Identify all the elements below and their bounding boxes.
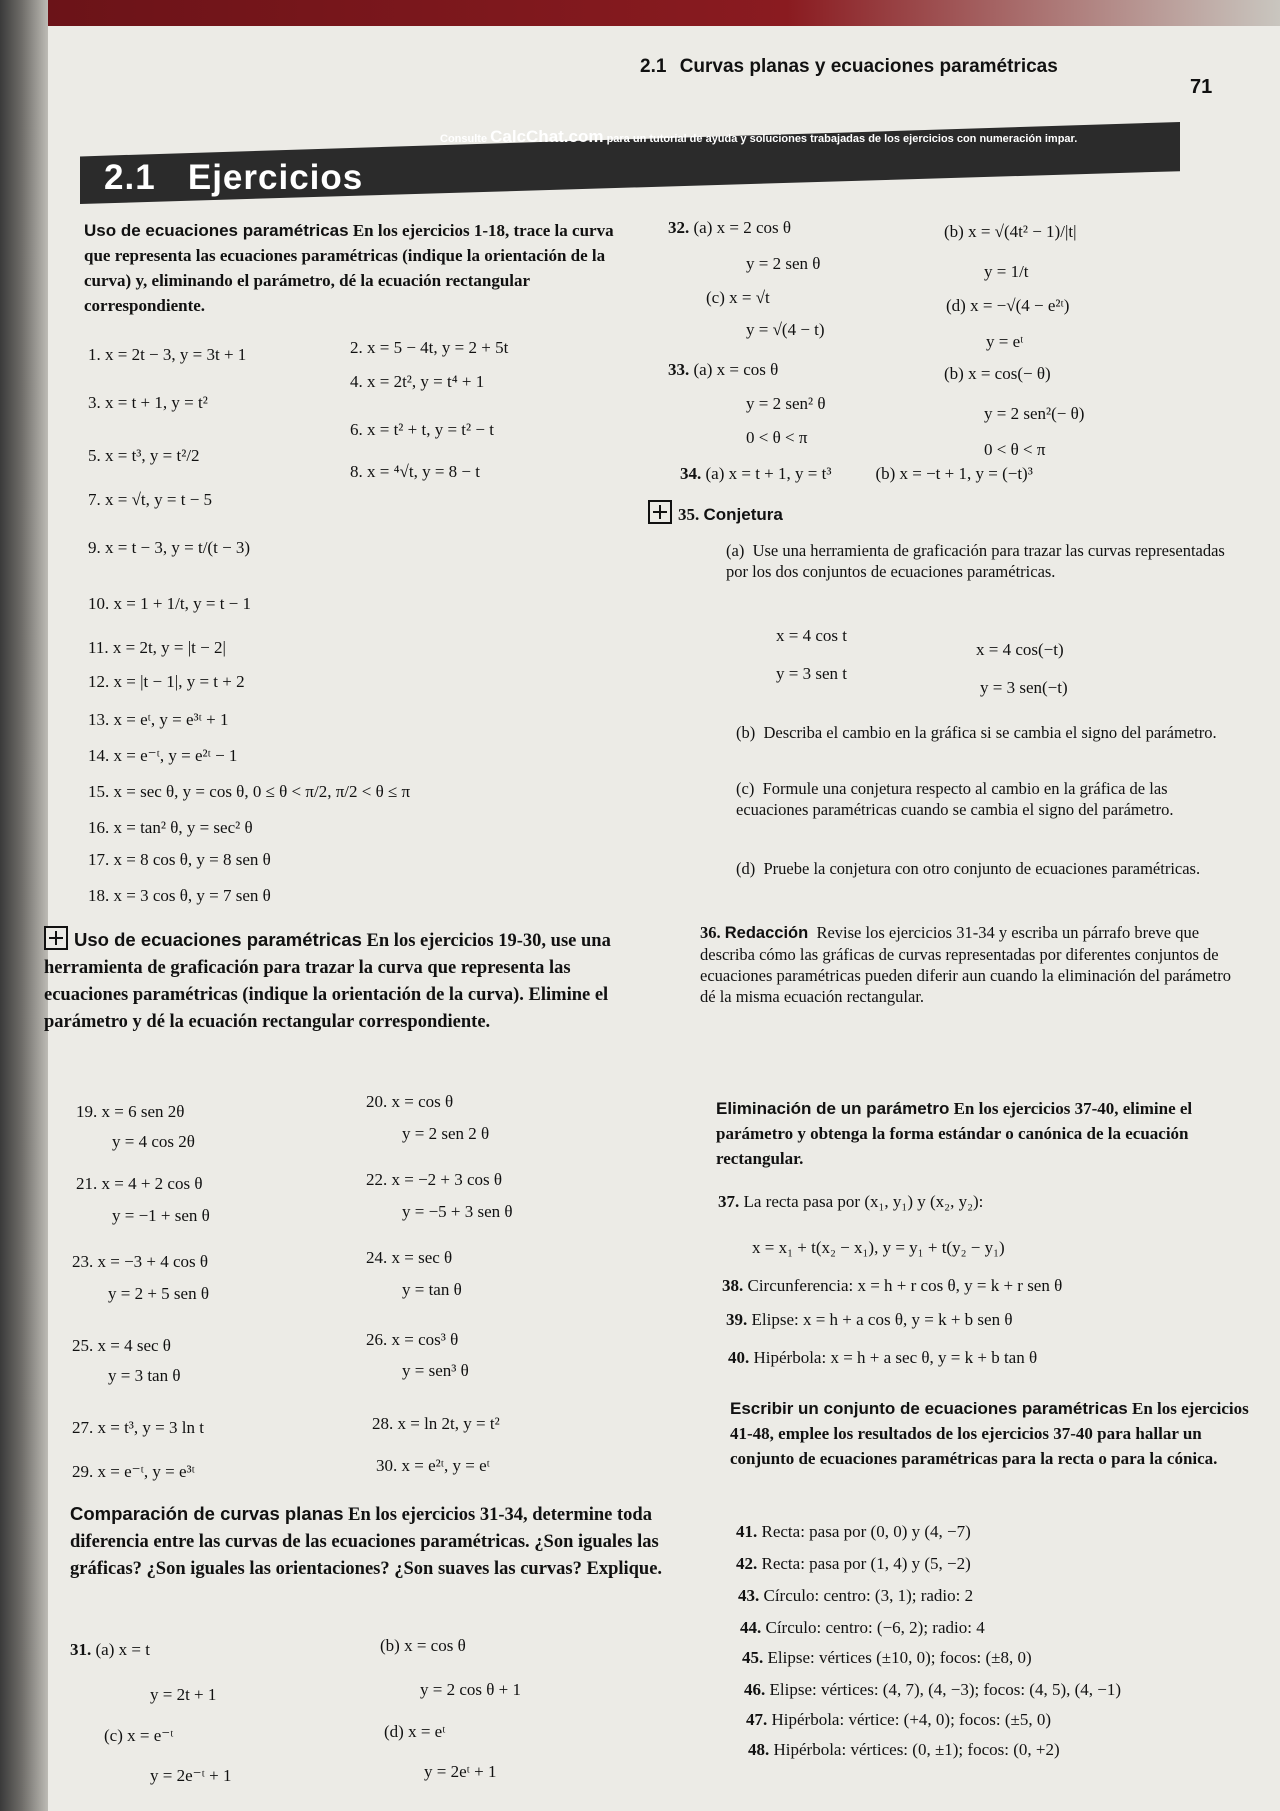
exercise-33a: 33. (a) x = cos θ bbox=[668, 360, 779, 379]
running-header bbox=[640, 56, 1058, 78]
exercise-17: 17. x = 8 cos θ, y = 8 sen θ bbox=[88, 850, 271, 869]
header-section-number: 2.1 bbox=[640, 56, 667, 77]
exercise-banner bbox=[80, 122, 1180, 204]
exercise-31c-y: y = 2e⁻ᵗ + 1 bbox=[150, 1766, 232, 1785]
exercise-34: 34. (a) x = t + 1, y = t³ (b) x = −t + 1, y = (−t)³ bbox=[680, 464, 1033, 483]
exercise-32b-y: y = 1/t bbox=[984, 262, 1029, 281]
exercise-33b: (b) x = cos(− θ) bbox=[944, 364, 1051, 383]
exercise-27: 27. x = t³, y = 3 ln t bbox=[72, 1418, 204, 1437]
exercise-2: 2. x = 5 − 4t, y = 2 + 5t bbox=[350, 338, 509, 357]
graphing-utility-icon bbox=[44, 926, 68, 950]
exercise-4: 4. x = 2t², y = t⁴ + 1 bbox=[350, 372, 485, 391]
exercise-26: 26. x = cos³ θ y = sen³ θ bbox=[366, 1330, 469, 1380]
page-number: 71 bbox=[1190, 76, 1213, 98]
exercise-36: 36. Redacción Revise los ejercicios 31-34 y escriba un párrafo breve que describa cómo las gráficas de curvas representadas por diferentes conjuntos de ecuaciones paramétricas pueden diferir aun cuando la eliminación del parámetro dé la misma ecuación rectangular. bbox=[700, 923, 1231, 1006]
exercise-31a-y: y = 2t + 1 bbox=[150, 1685, 217, 1704]
exercise-30: 30. x = e²ᵗ, y = eᵗ bbox=[376, 1456, 490, 1475]
exercise-33a-range: 0 < θ < π bbox=[746, 428, 808, 447]
banner-title: 2.1 Ejercicios bbox=[104, 158, 364, 197]
exercise-37: 37. La recta pasa por (x₁, y₁) y (x₂, y₂): bbox=[718, 1192, 984, 1211]
header-section-title: Curvas planas y ecuaciones paramétricas bbox=[679, 56, 1058, 77]
exercise-40: 40. Hipérbola: x = h + a sec θ, y = k + b tan θ bbox=[728, 1348, 1038, 1367]
exercise-5: 5. x = t³, y = t²/2 bbox=[88, 446, 200, 465]
exercise-46: 46. Elipse: vértices: (4, 7), (4, −3); focos: (4, 5), (4, −1) bbox=[744, 1680, 1122, 1699]
exercise-32b: (b) x = √(4t² − 1)/|t| bbox=[944, 222, 1077, 241]
exercise-35a: (a) Use una herramienta de graficación para trazar las curvas representadas por los dos conjuntos de ecuaciones paramétricas. bbox=[726, 541, 1225, 581]
exercise-35-eq1-x: x = 4 cos t bbox=[776, 626, 847, 645]
exercise-24: 24. x = sec θ y = tan θ bbox=[366, 1248, 462, 1299]
exercise-13: 13. x = eᵗ, y = e³ᵗ + 1 bbox=[88, 710, 229, 729]
exercise-31c: (c) x = e⁻ᵗ bbox=[104, 1726, 174, 1745]
exercise-31: 31. (a) x = t bbox=[70, 1640, 150, 1659]
exercise-31b: (b) x = cos θ bbox=[380, 1636, 466, 1655]
graphing-utility-icon-35 bbox=[648, 500, 672, 524]
book-spine bbox=[0, 0, 48, 1811]
exercise-32d-y: y = eᵗ bbox=[986, 332, 1024, 351]
exercise-11: 11. x = 2t, y = |t − 2| bbox=[88, 638, 226, 657]
exercise-31d-y: y = 2eᵗ + 1 bbox=[424, 1762, 497, 1781]
exercise-6: 6. x = t² + t, y = t² − t bbox=[350, 420, 494, 439]
exercise-35-eq1-y: y = 3 sen t bbox=[776, 664, 847, 683]
exercise-35b: (b) Describa el cambio en la gráfica si se cambia el signo del parámetro. bbox=[736, 723, 1217, 742]
exercise-32a-y: y = 2 sen θ bbox=[746, 254, 821, 273]
exercise-31d: (d) x = eᵗ bbox=[384, 1722, 446, 1741]
exercise-19: 19. x = 6 sen 2θ y = 4 cos 2θ bbox=[76, 1102, 195, 1151]
exercise-35-heading: 35. Conjetura bbox=[648, 500, 783, 525]
exercise-41: 41. Recta: pasa por (0, 0) y (4, −7) bbox=[736, 1522, 971, 1541]
exercise-12: 12. x = |t − 1|, y = t + 2 bbox=[88, 672, 245, 691]
exercise-15: 15. x = sec θ, y = cos θ, 0 ≤ θ < π/2, π/2 < θ ≤ π bbox=[88, 782, 411, 801]
exercise-48: 48. Hipérbola: vértices: (0, ±1); focos: (0, +2) bbox=[748, 1740, 1060, 1759]
exercise-33a-y: y = 2 sen² θ bbox=[746, 394, 826, 413]
exercise-43: 43. Círculo: centro: (3, 1); radio: 2 bbox=[738, 1586, 974, 1605]
exercise-20: 20. x = cos θ y = 2 sen 2 θ bbox=[366, 1092, 490, 1143]
exercise-32c: (c) x = √t bbox=[706, 288, 770, 307]
instructions-31-34: Comparación de curvas planas En los ejercicios 31-34, determine toda diferencia entre las curvas de las ecuaciones paramétricas. ¿Son iguales las gráficas? ¿Son iguales las orientaciones? ¿Son suaves las curvas? Explique. bbox=[70, 1503, 663, 1579]
exercise-42: 42. Recta: pasa por (1, 4) y (5, −2) bbox=[736, 1554, 971, 1573]
exercise-29: 29. x = e⁻ᵗ, y = e³ᵗ bbox=[72, 1462, 195, 1481]
exercise-23: 23. x = −3 + 4 cos θ y = 2 + 5 sen θ bbox=[72, 1252, 209, 1303]
instructions-1-18: Uso de ecuaciones paramétricas En los ejercicios 1-18, trace la curva que representa las ecuaciones paramétricas (indique la orientación de la curva) y, eliminando el parámetro, dé la ecuación rectangular correspondiente. bbox=[84, 221, 614, 315]
exercise-18: 18. x = 3 cos θ, y = 7 sen θ bbox=[88, 886, 271, 905]
exercise-33b-y: y = 2 sen²(− θ) bbox=[984, 404, 1085, 423]
exercise-38: 38. Circunferencia: x = h + r cos θ, y = k + r sen θ bbox=[722, 1276, 1063, 1295]
exercise-28: 28. x = ln 2t, y = t² bbox=[372, 1414, 500, 1433]
exercise-16: 16. x = tan² θ, y = sec² θ bbox=[88, 818, 253, 837]
exercise-3: 3. x = t + 1, y = t² bbox=[88, 393, 208, 412]
exercise-14: 14. x = e⁻ᵗ, y = e²ᵗ − 1 bbox=[88, 746, 238, 765]
instructions-19-30: Uso de ecuaciones paramétricas En los ejercicios 19-30, use una herramienta de graficación para trazar la curva que representa las ecuaciones paramétricas (indique la orientación de la curva). Elimine el parámetro y dé la ecuación rectangular correspondiente. bbox=[44, 926, 656, 1036]
exercise-39: 39. Elipse: x = h + a cos θ, y = k + b sen θ bbox=[726, 1310, 1013, 1329]
exercise-9: 9. x = t − 3, y = t/(t − 3) bbox=[88, 538, 251, 557]
exercise-31b-y: y = 2 cos θ + 1 bbox=[420, 1680, 521, 1699]
exercise-35-eq2-y: y = 3 sen(−t) bbox=[980, 678, 1068, 697]
exercise-32d: (d) x = −√(4 − e²ᵗ) bbox=[946, 296, 1070, 315]
exercise-25: 25. x = 4 sec θ y = 3 tan θ bbox=[72, 1336, 181, 1385]
instructions-41-48: Escribir un conjunto de ecuaciones paramétricas En los ejercicios 41-48, emplee los resultados de los ejercicios 37-40 para hallar un conjunto de ecuaciones paramétricas para la recta o para la cónica. bbox=[730, 1399, 1249, 1468]
exercise-8: 8. x = ⁴√t, y = 8 − t bbox=[350, 462, 480, 481]
exercise-21: 21. x = 4 + 2 cos θ y = −1 + sen θ bbox=[76, 1174, 210, 1225]
instructions-37-40: Eliminación de un parámetro En los ejercicios 37-40, elimine el parámetro y obtenga la forma estándar o canónica de la ecuación rectangular. bbox=[716, 1099, 1193, 1168]
exercise-7: 7. x = √t, y = t − 5 bbox=[88, 490, 213, 509]
exercise-10: 10. x = 1 + 1/t, y = t − 1 bbox=[88, 594, 252, 613]
exercise-32a: 32. (a) x = 2 cos θ bbox=[668, 218, 792, 237]
exercise-35c: (c) Formule una conjetura respecto al cambio en la gráfica de las ecuaciones paramétricas cuando se cambia el signo del parámetro. bbox=[736, 779, 1174, 819]
banner-note: Consulte CalcChat.com para un tutorial de ayuda y soluciones trabajadas de los ejercicios con numeración impar. bbox=[440, 127, 1078, 146]
top-color-band bbox=[48, 0, 1280, 26]
exercise-44: 44. Círculo: centro: (−6, 2); radio: 4 bbox=[740, 1618, 985, 1637]
exercise-32c-y: y = √(4 − t) bbox=[746, 320, 825, 339]
exercise-37-eq: x = x₁ + t(x₂ − x₁), y = y₁ + t(y₂ − y₁) bbox=[752, 1238, 1005, 1257]
exercise-35d: (d) Pruebe la conjetura con otro conjunto de ecuaciones paramétricas. bbox=[736, 859, 1201, 878]
exercise-33b-range: 0 < θ < π bbox=[984, 440, 1046, 459]
exercise-22: 22. x = −2 + 3 cos θ y = −5 + 3 sen θ bbox=[366, 1170, 513, 1221]
exercise-45: 45. Elipse: vértices (±10, 0); focos: (±8, 0) bbox=[742, 1648, 1032, 1667]
exercise-47: 47. Hipérbola: vértice: (+4, 0); focos: (±5, 0) bbox=[746, 1710, 1051, 1729]
exercise-1: 1. x = 2t − 3, y = 3t + 1 bbox=[88, 345, 247, 364]
exercise-35-eq2-x: x = 4 cos(−t) bbox=[976, 640, 1064, 659]
